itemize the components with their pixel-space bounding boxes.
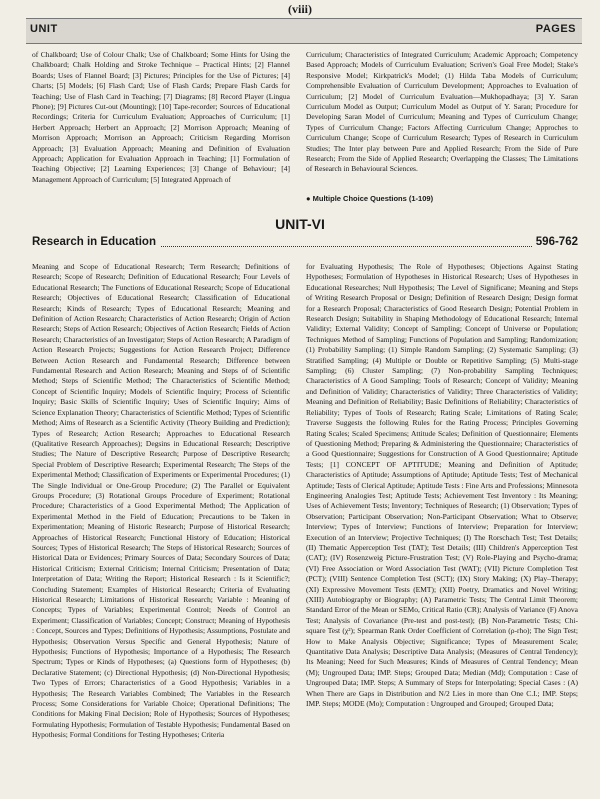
- chapter-topics-left: Meaning and Scope of Educational Research; Term Research; Definitions of Research; Scope of Research; Definition of Educational Research; Four Levels of Educational Research; The Functions of Educational Research; Scope of Educational Research; Objectives of Educational Research; Classification of Educational Research; Kinds of Research; Types of Educational Research; Meaning and Definition of Action Research; Characteristics of Action Research; Origin of Action Research; Steps of Action Research; Objectives of Action Research; Fields of Action Research; Characteristics of an Investigator; Steps of Action Research; A Paradigm of Action Research Projects; Suggestions for Action Research Project; Difference Between Action Research and Fundamental Research; Difference between Fundamental Research and Action Research; Meaning and Steps of of Scientific Method; Steps of Scientific Method; The Characteristics of Scientific Method; Concept of Scientific Inquiry; Models of Scientific Inquiry; Process of Scientific Inquiry; Basic Skills of Scientific Inquiry; Uses of Scientific Inquiry; Aims of Science Explanation Theory; Characteristics of Scientific Method; Types of Scientific Method; Aims of Research as a Scientific Activity (Theory Building and Prediction); Types of Research; Action Research; Approaches to Educational Research (Qualitative Research Approaches); Degsins in Educational Research; Descriptive Studies; The Nature of Descriptive Research; Purpose of Descriptive Research; Special Problem of Descriptive Research; Experimental Research; The Steps of the Experimental Method; Classification of Experiments or Experimental Procedures; (1) The Single Individual or One-Group Procedure; (2) The Parallel or Equivalent Groups Procedure; (3) Rotational Groups Procedure of Experiment; Rotational Procedure; Characteristics of a Good Experimental Method; The Application of Experimental Method in the Field of Education; Precautions to be Taken in Experimentation; Meaning of Historic Research; Purpose of Historical Research; Approaches of Historical Research; Functional History of Education; Historical Sources; Types of Historical Research; The Steps of Historical Research; Sources of Historical Data or Evidences; Primary Sources of Data; Secondary Sources of Data; Historical Criticism; External Criticism; Internal Criticism; Presentation of Data; Interpretation of Data; Writing the Report; Historical Research : Is it Scientific?; Concluding Statement; Examples of Historical Research; Criteria of Evaluating Historical Research; Limitations of Historical Research; Variable : Meaning of Concepts; Types of Variables; Experimental Control; Needs of Control an Experiment; Classification of Variables; Concept; Construct; Meaning of Hypothesis : Concept, Sources and Types; Definitions of Hypothesis; Assumptions, Postulate and Hypothesis; Observation Versus Specific and General Hypothesis; Nature of Hypothesis; Functions of Hypothesis; Importance of a Hypothesis; The Research Spectrum; Types or Kinds of Hypotheses; (a) Questions form of Hypotheses; (b) Declarative Statement; (c) Directional Hypothesis; (d) Non-Directional Hypothesis; Two Types of Errors; Characteristics of a Good Hypothesis; Variables in a Hypothesis; The Research Variables Combined; The Variables in the Research Process; Some Considerations for Variable Choice; Operational Definitions; The Conditions for Making Final Decision; Role of Hypothesis; Sources of Hypotheses; Formulating Hypothesis; Formulation of Testable Hypothesis; Fundamental Based on Hypothesis; Formal Conditions for Testing Hypotheses; Criteria: [32, 262, 290, 740]
- mcq-label: Multiple Choice Questions (1-109): [312, 194, 434, 203]
- page-number: (viii): [288, 2, 312, 16]
- chapter-title: Research in Education: [32, 236, 160, 248]
- chapter-row: [32, 236, 578, 252]
- unit-column-header: UNIT: [30, 23, 58, 35]
- mcq-entry: [306, 194, 433, 203]
- previous-unit-topics-left: of Chalkboard; Use of Colour Chalk; Use of Chalkboard; Some Hints for Using the Chalkboard; Chalk Holding and Stroke Technique – Practical Hints; [2] Flannel Boards; Uses of Flannel Board; [3] Pictures; Principles for the Use of Pictures; [4] Charts; [5] Models; [6] Flash Card; Use of Flash Cards; Prepare Flash Cards for Teaching; Use of Flash Card in Teaching; [7] Diagrams; [8] Record Player (Lingua Phone); [9] Pictures Cut-out (Mounting); [10] Tape-recorder; Sources of Educational Recordings; Criteria for Curriculum Evaluation; Approaches of Curriculum; [1] Herbert Approach; Herbert an Approach; [2] Morrison Approach; Meaning of Morrison Approach; Morrison an Approach; Criticism Regarding Morrison Approach; [3] Evaluation Approach; Meaning and Definition of Evaluation Approach; Application for Evaluation Approach in Teaching; [1] Formulation of Teaching Objective; [2] Learning Experiences; [3] Change of Behaviour; [4] Management Approach of Curriculum; [5] Integrated Approach of: [32, 50, 290, 184]
- chapter-pages: 596-762: [532, 236, 578, 248]
- bullet-icon: ●: [306, 194, 311, 203]
- chapter-topics-right: for Evaluating Hypothesis; The Role of Hypotheses; Objections Against Stating Hypotheses; Formulation of Hypotheses in Historical Research; Uses of Hypotheses in Educational Researches; Null Hypothesis; The Level of Significane; Meaning and Steps of Writing Research Proposal or Design; Definition of Research Design; Design format for a Research Proposal; Characteristics of Good Research Design; Potential Problem in Research Design; Suitability in Shaping Methodology of Educational Research; Internal Validity; External Validity; Concept of Sampling; Concept of Universe or Population; Techniques Method of Sampling; Functions of Population and Sampling; Randomization; (1) Probability Sampling; (1) Simple Random Sampling; (2) Systematic Sampling; (3) Stratified Sampling; (4) Multiple or Double or Repetitive Sampling; (5) Multi-stage Sampling; (6) Cluster Sampling; (7) Non-probability Sampling Techniques; Characteristics of A Good Sampling; Tools of Research; Concept of Validity; Meaning and Definition of Validity; Characteristics of Validity; Three Characteristics of Validity; Meaning and Definition of Reliability; Basic Definitions of Reliability; Characteristics of Reliability; Types of Tools of Research; Rating Scale; Limitations of Rating Scale; Traverse Suggests the following Rules for the Rating Process; Principles Governing Rating Scales; Scaled Specimens; Attitude Scales; Definition of Questionnaire; Elements of Questioning Method; Preparing & Administering the Questionnaire; Characteristics of a Good Questionnaire; Suggestions for Construction of A Good Questionnaire; Aptitude Tests; [1] CONCEPT OF APTITUDE; Meaning and Definition of Aptitude; Characteristics of Aptitude; Assumptions of Aptitude; Aptitude Tests; Test of Mechanical Aptitude; Tests of Clerical Aptitude; Aptitude Tests : Fine Arts and Professions; Minnesota Engineering Analogies Test; Aptitude Tests; Achievement Test Inventory : Its Meaning; Uses of Achievement Tests; Inventory; Techniques of Research; (1) Observation; Types of Observation; Participant Observation; Non-Participant Observation; What to Observe; Interview; Types of Interview; Functions of Interview; Preparation for Interview; Execution of an Interview; Projective Techniques; (I) The Rorschach Test; Test Details; (II) Thematic Apperception Test (TAT); Test Details; (III) Children's Apperception Test (CAT); (IV) Rosenzweig Picture-Frustration Test; (V) Role-Playing and Psycho-drama; (VI) Free Association or Word Association Test (WAT); (VII) Picture Completion Test (PCT); (VIII) Sentence Completion Test (SCT); (IX) Story Making; (X) Play–Therapy; (XI) Expressive Movement Tests (EMT); (XII) Poetry, Dramatics and Novel Writing; (XIII) Autobiography or Biography; (A) Parametric Tests; The Central Limit Theorem; Standard Error of the Mean or SEMo, Critical Ratio (CR); Analysis of Variance (F) Anova Test; Analysis of Covariance (Pre-test and post-test); (B) Non-Parametric Tests; Chi-square Test (χ²); Spearman Rank Order Coefficient of Correlation (ρ-rho); The Sign Test; How to Make Analysis Objective; Significance; Types of Measurement Scale; Quantitative Data Analysis; Descriptive Data Analysis; (Measures of Central Tendency); Its Meaning; Need for Such Measures; Kinds of Measures of Central Tendency; Mean (M); Ungrouped Data; IMP. Steps; Grouped Data; Median (Md); Computation : Case of Ungrouped Data; IMP. Steps; A Summary of Steps for Interpolating; Special Cases : (A) When There are Gaps in Distribution and N/2 Lies in more than One C.I.; IMP. Steps; IMP. Steps; MODE (Mo); Computation : Ungrouped and Grouped; Grouped Data;: [306, 262, 578, 709]
- contents-header-bar: [26, 18, 582, 44]
- pages-column-header: PAGES: [535, 23, 576, 35]
- previous-unit-topics-right: Curriculum; Characteristics of Integrated Curriculum; Academic Approach; Competency Based Approach; Models of Curriculum Evaluation; Scriven's Goal Free Model; Stake's Responsive Model; Kirkpatrick's Model; (1) Hilda Taba Models of Curriculum; Comprehensible Evaluation of Curriculum Development; Approaches to Evaluation of Curriculum; [2] Model of Curriculum Evaluation—Mukhopadhaya; [3] Y. Saran Curriculum Model as Output; Curriculum Model as Output of Y. Saran; Procedure for Developing Saran Model of Curriculum; Meaning and Types of Curriculum Change; Types of Curriculum Change; Factors Affecting Curriculum Change; Approches to Curriculum Change; Scope of Curriculum Research; Types of Research in Curriculum Studies; The Inter play between Pure and Applied Research; From the Side of Pure Research; From the Side of Applied Research; Overlapping the Classes; The Limitations of Research in Behavioural Sciences.: [306, 50, 578, 174]
- unit-title: UNIT-VI: [275, 216, 325, 232]
